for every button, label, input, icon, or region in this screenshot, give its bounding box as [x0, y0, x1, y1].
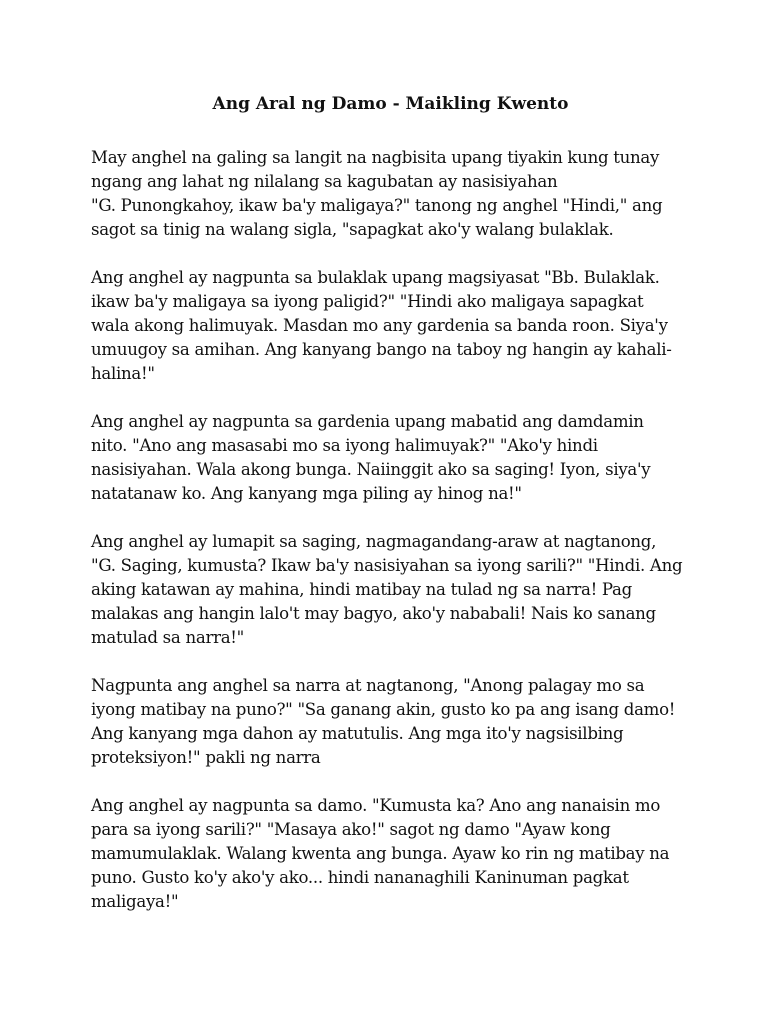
document-body	[91, 146, 684, 914]
paragraph-4: Ang anghel ay nagpunta sa gardenia upang mabatid ang damdamin nito. "Ano ang masasabi mo sa iyong halimuyak?" "Ako'y hindi nasisiyahan. Wala akong bunga. Naiinggit ako sa saging! Iyon, siya'y natatanaw ko. Ang kanyang mga piling ay hinog na!"	[91, 412, 651, 503]
paragraph-6: Nagpunta ang anghel sa narra at nagtanong, "Anong palagay mo sa iyong matibay na puno?" "Sa ganang akin, gusto ko pa ang isang damo! Ang kanyang mga dahon ay matutulis. Ang mga ito'y nagsisilbing proteksiyon!" pakli ng narra	[91, 676, 676, 767]
paragraph-7: Ang anghel ay nagpunta sa damo. "Kumusta ka? Ano ang nanaisin mo para sa iyong sarili?" "Masaya ako!" sagot ng damo "Ayaw kong mamumulaklak. Walang kwenta ang bunga. Ayaw ko rin ng matibay na puno. Gusto ko'y ako'y ako... hindi nananaghili Kaninuman pagkat maligaya!"	[91, 796, 670, 911]
paragraph-2: "G. Punongkahoy, ikaw ba'y maligaya?" tanong ng anghel "Hindi," ang sagot sa tinig na walang sigla, "sapagkat ako'y walang bulaklak.	[91, 196, 663, 239]
paragraph-1: May anghel na galing sa langit na nagbisita upang tiyakin kung tunay ngang ang lahat ng nilalang sa kagubatan ay nasisiyahan	[91, 148, 660, 191]
document-title: Ang Aral ng Damo - Maikling Kwento	[212, 94, 569, 114]
paragraph-3: Ang anghel ay nagpunta sa bulaklak upang magsiyasat "Bb. Bulaklak. ikaw ba'y maligaya sa iyong paligid?" "Hindi ako maligaya sapagkat wala akong halimuyak. Masdan mo any gardenia sa banda roon. Siya'y umuugoy sa amihan. Ang kanyang bango na taboy ng hangin ay kahali-halina!"	[91, 268, 672, 383]
paragraph-5: Ang anghel ay lumapit sa saging, nagmagandang-araw at nagtanong, "G. Saging, kumusta? Ikaw ba'y nasisiyahan sa iyong sarili?" "Hindi. Ang aking katawan ay mahina, hindi matibay na tulad ng sa narra! Pag malakas ang hangin lalo't may bagyo, ako'y nababali! Nais ko sanang matulad sa narra!"	[91, 532, 683, 647]
